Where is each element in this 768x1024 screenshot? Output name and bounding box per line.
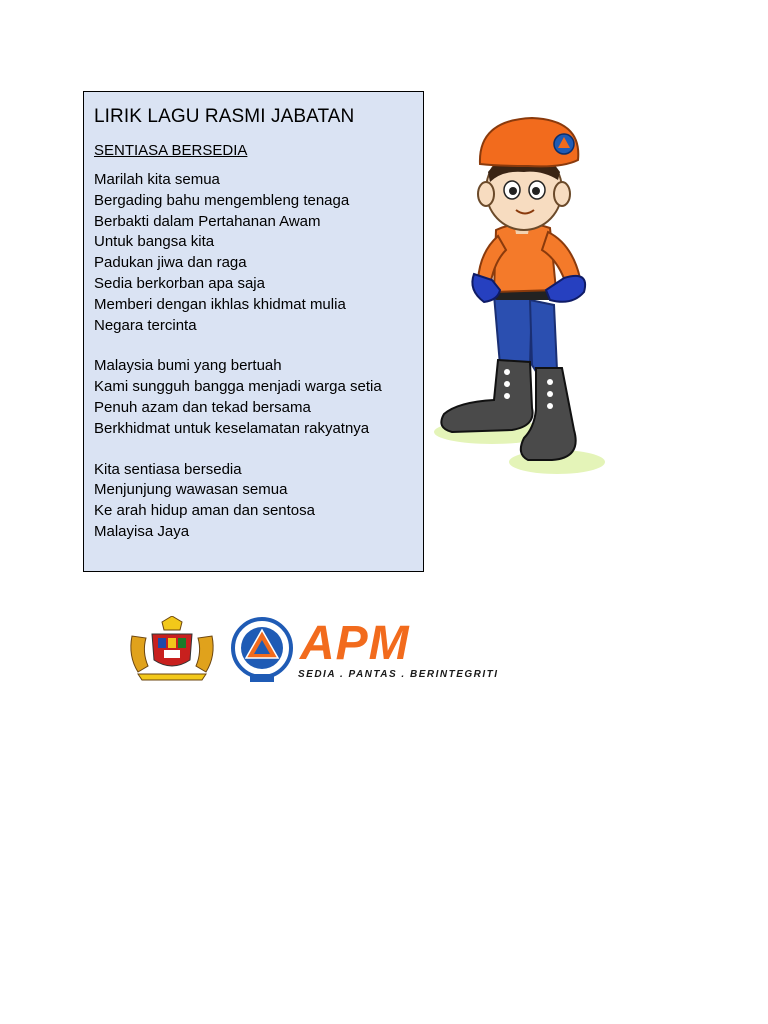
stanza-2 [94, 356, 413, 439]
lyric-line: Untuk bangsa kita [94, 233, 215, 251]
lyric-line: Kami sungguh bangga menjadi warga setia [94, 378, 382, 396]
lyric-line: Memberi dengan ikhlas khidmat mulia [94, 295, 346, 313]
mascot-illustration [432, 110, 612, 480]
coat-of-arms-logo [124, 616, 220, 682]
apm-tagline: SEDIA . PANTAS . BERINTEGRITI [298, 669, 499, 680]
lyric-line: Sedia berkorban apa saja [94, 274, 265, 292]
apm-wordmark: APM [300, 617, 410, 670]
lyric-line: Bergading bahu mengembleng tenaga [94, 191, 350, 209]
lyric-line: Ke arah hidup aman dan sentosa [94, 502, 315, 520]
lyric-line: Malaysia bumi yang bertuah [94, 357, 282, 375]
stanza-3 [94, 460, 413, 543]
lyric-line: Marilah kita semua [94, 171, 220, 188]
lyric-line: Padukan jiwa dan raga [94, 254, 247, 272]
lyric-line: Berkhidmat untuk keselamatan rakyatnya [94, 419, 370, 437]
stanza-1 [94, 170, 413, 336]
lyrics-title: LIRIK LAGU RASMI JABATAN [94, 106, 355, 127]
lyric-line: Negara tercinta [94, 316, 197, 334]
lyric-line: Malayisa Jaya [94, 522, 190, 540]
song-title: SENTIASA BERSEDIA [94, 142, 248, 159]
lyrics-box [83, 91, 424, 572]
apm-emblem-logo [230, 616, 294, 684]
lyric-line: Kita sentiasa bersedia [94, 460, 242, 478]
lyric-line: Berbakti dalam Pertahanan Awam [94, 212, 321, 230]
lyric-line: Menjunjung wawasan semua [94, 481, 288, 499]
lyric-line: Penuh azam dan tekad bersama [94, 398, 311, 416]
